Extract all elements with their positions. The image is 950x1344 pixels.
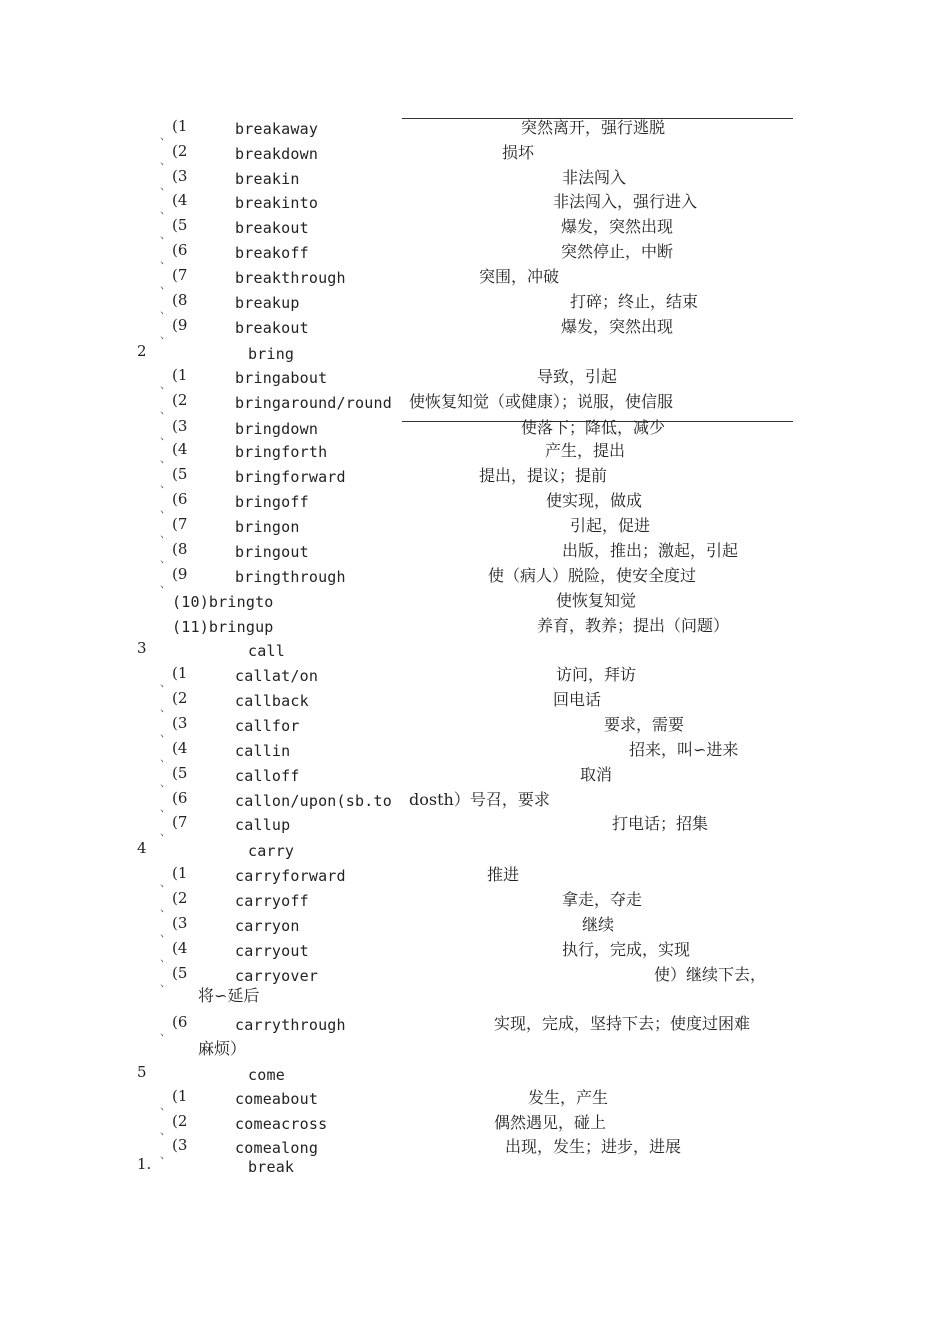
phrasal-verb: bringout [235, 543, 309, 561]
meaning: 使恢复知觉（或健康）；说服，使信服 [409, 392, 674, 411]
meaning: 爆发，突然出现 [561, 217, 674, 236]
meaning: 推进 [487, 865, 520, 884]
entry-number: (4 [172, 191, 188, 209]
entry-number: (1 [172, 117, 188, 135]
list-marker-tick: 、 [160, 676, 171, 689]
phrasal-verb: carryon [235, 917, 300, 935]
phrasal-verb: carryoff [235, 892, 309, 910]
section-number: 3 [137, 639, 147, 657]
section-number: 4 [137, 839, 147, 857]
entry-number: (3 [172, 914, 188, 932]
meaning: 损坏 [502, 143, 535, 162]
list-marker-tick: 、 [160, 1025, 171, 1038]
list-marker-tick: 、 [160, 527, 171, 540]
phrasal-verb: bringabout [235, 369, 328, 387]
phrasal-verb: callup [235, 816, 291, 834]
list-marker-tick: 、 [160, 577, 171, 590]
list-marker-tick: 、 [160, 129, 171, 142]
phrasal-verb: bringaround/round [235, 394, 392, 412]
phrasal-verb: carryforward [235, 867, 346, 885]
list-marker-tick: 、 [160, 303, 171, 316]
entry-number: (5 [172, 764, 188, 782]
section-number: 5 [137, 1063, 147, 1081]
phrasal-verb: breakin [235, 170, 300, 188]
list-marker-tick: 、 [160, 751, 171, 764]
entry-number: (3 [172, 167, 188, 185]
list-marker-tick: 、 [160, 976, 171, 989]
entry-number: (1 [172, 664, 188, 682]
meaning: 突然停止，中断 [561, 242, 674, 261]
entry-number-term: (10)bringto [172, 593, 274, 611]
meaning: 继续 [582, 915, 615, 934]
entry-number: (2 [172, 689, 188, 707]
entry-number: (1 [172, 1087, 188, 1105]
meaning: 引起，促进 [570, 516, 651, 535]
phrasal-verb: callfor [235, 717, 300, 735]
meaning: 要求，需要 [604, 715, 685, 734]
list-marker-tick: 、 [160, 1124, 171, 1137]
section-heading: break [248, 1158, 295, 1176]
meaning: 打碎；终止，结束 [570, 292, 699, 311]
phrasal-verb: callon/upon(sb.to [235, 792, 392, 810]
meaning: 突围，冲破 [479, 267, 560, 286]
list-marker-tick: 、 [160, 253, 171, 266]
list-marker-tick: 、 [160, 825, 171, 838]
section-heading: call [248, 642, 285, 660]
entry-number: (7 [172, 266, 188, 284]
phrasal-verb: breakout [235, 319, 309, 337]
entry-number: (2 [172, 391, 188, 409]
entry-number: (7 [172, 515, 188, 533]
entry-number: (5 [172, 964, 188, 982]
entry-number: (3 [172, 714, 188, 732]
entry-number: (9 [172, 316, 188, 334]
phrasal-verb: callin [235, 742, 291, 760]
list-marker-tick: 、 [160, 278, 171, 291]
phrasal-verb: bringon [235, 518, 300, 536]
list-marker-tick: 、 [160, 179, 171, 192]
phrasal-verb: carrythrough [235, 1016, 346, 1034]
list-marker-tick: 、 [160, 776, 171, 789]
meaning: 爆发，突然出现 [561, 317, 674, 336]
phrasal-verb: calloff [235, 767, 300, 785]
phrasal-verb: callback [235, 692, 309, 710]
phrasal-verb: carryover [235, 967, 319, 985]
phrasal-verb: callat/on [235, 667, 319, 685]
meaning: 突然离开，强行逃脱 [521, 118, 666, 137]
entry-number: (1 [172, 864, 188, 882]
meaning: 非法闯入，强行进入 [553, 192, 698, 211]
entry-number: (7 [172, 813, 188, 831]
entry-number: (2 [172, 889, 188, 907]
meaning: 使实现，做成 [546, 491, 643, 510]
phrasal-verb: breakinto [235, 194, 319, 212]
meaning: 招来，叫∽进来 [629, 740, 739, 759]
entry-number: (6 [172, 490, 188, 508]
entry-number: (4 [172, 440, 188, 458]
meaning: 偶然遇见，碰上 [494, 1113, 607, 1132]
phrasal-verb: bringforth [235, 443, 328, 461]
list-marker-tick: 、 [160, 1148, 171, 1161]
entry-number: (2 [172, 1112, 188, 1130]
list-marker-tick: 、 [160, 701, 171, 714]
phrasal-verb: bringthrough [235, 568, 346, 586]
phrasal-verb: breakaway [235, 120, 319, 138]
list-marker-tick: 、 [160, 951, 171, 964]
phrasal-verb: comealong [235, 1139, 319, 1157]
entry-number: (3 [172, 1136, 188, 1154]
list-marker-tick: 、 [160, 876, 171, 889]
meaning: 使）继续下去， [654, 965, 767, 984]
meaning: dosth）号召，要求 [409, 790, 550, 809]
list-marker-tick: 、 [160, 452, 171, 465]
list-marker-tick: 、 [160, 203, 171, 216]
list-marker-tick: 、 [160, 228, 171, 241]
entry-number: (3 [172, 417, 188, 435]
section-heading: come [248, 1066, 285, 1084]
phrasal-verb: bringforward [235, 468, 346, 486]
phrasal-verb: carryout [235, 942, 309, 960]
meaning: 使恢复知觉 [556, 591, 637, 610]
meaning: 出版，推出；激起，引起 [562, 541, 739, 560]
entry-number: (8 [172, 540, 188, 558]
entry-number: (4 [172, 739, 188, 757]
meaning-continuation: 将∽延后 [198, 986, 260, 1005]
meaning: 执行，完成，实现 [562, 940, 691, 959]
phrasal-verb: breakup [235, 294, 300, 312]
list-marker-tick: 、 [160, 403, 171, 416]
list-marker-tick: 、 [160, 552, 171, 565]
entry-number: (5 [172, 465, 188, 483]
meaning: 出现，发生；进步，进展 [505, 1137, 682, 1156]
list-marker-tick: 、 [160, 926, 171, 939]
meaning: 产生，提出 [545, 441, 626, 460]
meaning: 回电话 [553, 690, 602, 709]
entry-number: (1 [172, 366, 188, 384]
meaning: 使落下；降低，减少 [521, 418, 666, 437]
list-marker-tick: 、 [160, 378, 171, 391]
list-marker-tick: 、 [160, 477, 171, 490]
entry-number: (5 [172, 216, 188, 234]
meaning: 非法闯入 [562, 168, 627, 187]
entry-number: (9 [172, 565, 188, 583]
section-heading: carry [248, 842, 295, 860]
meaning: 实现，完成，坚持下去；使度过困难 [494, 1014, 751, 1033]
list-marker-tick: 、 [160, 502, 171, 515]
meaning: 提出，提议；提前 [479, 466, 608, 485]
meaning: 访问，拜访 [556, 665, 637, 684]
entry-number-term: (11)bringup [172, 618, 274, 636]
phrasal-verb: breakthrough [235, 269, 346, 287]
section-heading: bring [248, 345, 295, 363]
entry-number: (8 [172, 291, 188, 309]
phrasal-verb: bringoff [235, 493, 309, 511]
list-marker-tick: 、 [160, 726, 171, 739]
entry-number: (2 [172, 142, 188, 160]
list-marker-tick: 、 [160, 901, 171, 914]
list-marker-tick: 、 [160, 429, 171, 442]
meaning: 导致，引起 [537, 367, 618, 386]
list-marker-tick: 、 [160, 154, 171, 167]
list-marker-tick: 、 [160, 328, 171, 341]
phrasal-verb: bringdown [235, 420, 319, 438]
phrasal-verb: comeabout [235, 1090, 319, 1108]
list-marker-tick: 、 [160, 801, 171, 814]
list-marker-tick: 、 [160, 1099, 171, 1112]
entry-number: (4 [172, 939, 188, 957]
meaning: 发生，产生 [528, 1088, 609, 1107]
meaning: 打电话；招集 [612, 814, 709, 833]
entry-number: (6 [172, 1013, 188, 1031]
section-number: 1. [137, 1155, 152, 1173]
meaning: 拿走，夺走 [562, 890, 643, 909]
phrasal-verb: breakdown [235, 145, 319, 163]
meaning: 使（病人）脱险，使安全度过 [488, 566, 697, 585]
meaning: 取消 [580, 765, 613, 784]
phrasal-verb: comeacross [235, 1115, 328, 1133]
phrasal-verb: breakout [235, 219, 309, 237]
meaning-continuation: 麻烦） [198, 1039, 247, 1058]
section-number: 2 [137, 342, 147, 360]
entry-number: (6 [172, 241, 188, 259]
entry-number: (6 [172, 789, 188, 807]
meaning: 养育，教养；提出（问题） [537, 616, 730, 635]
phrasal-verb: breakoff [235, 244, 309, 262]
